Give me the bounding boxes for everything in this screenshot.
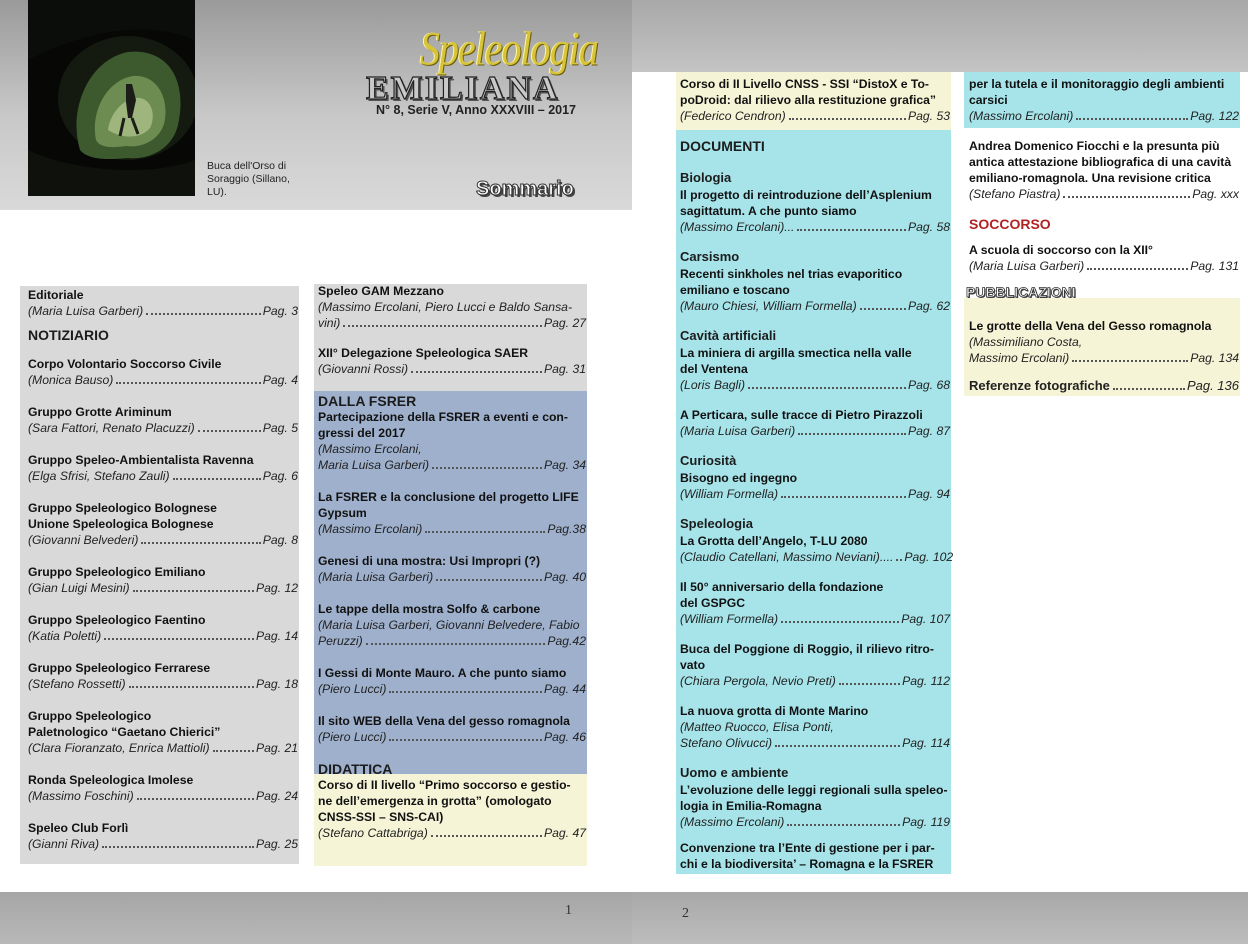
entry-title-line2: antica attestazione bibliografica di una cavità xyxy=(969,155,1232,169)
entry-author: (Maria Luisa Garberi, Giovanni Belvedere, Fabio xyxy=(318,618,580,632)
entry-author: (Monica Bauso) xyxy=(28,373,114,387)
section-heading-notiziario: NOTIZIARIO xyxy=(28,327,109,343)
entry-title-line2: sagittatum. A che punto siamo xyxy=(680,204,857,218)
toc-entry[interactable] xyxy=(680,703,950,751)
toc-entry[interactable] xyxy=(318,409,586,473)
entry-title: Il 50° anniversario della fondazione xyxy=(680,580,884,594)
section-heading-pubblicazioni: PUBBLICAZIONI xyxy=(966,284,1076,300)
entry-author: (Massimo Ercolani, xyxy=(318,442,422,456)
entry-title: Bisogno ed ingegno xyxy=(680,471,798,485)
toc-entry[interactable] xyxy=(969,378,1239,394)
subsection-heading: Speleologia xyxy=(680,516,753,531)
toc-entry[interactable] xyxy=(680,407,950,439)
entry-author: (Massimo Ercolani)... xyxy=(680,220,795,234)
toc-column-1 xyxy=(28,287,298,868)
entry-title: A Perticara, sulle tracce di Pietro Pirazzoli xyxy=(680,408,923,422)
toc-column-4 xyxy=(966,76,1239,394)
entry-title: Andrea Domenico Fiocchi e la presunta più xyxy=(969,139,1220,153)
entry-author: (William Formella) xyxy=(680,612,779,626)
entry-title: Gruppo Speleologico Bolognese xyxy=(28,501,217,515)
toc-entry[interactable] xyxy=(318,489,586,537)
toc-entry[interactable] xyxy=(318,345,586,377)
entry-author-line2: Peruzzi) xyxy=(318,634,363,648)
entry-title: La nuova grotta di Monte Marino xyxy=(680,704,869,718)
entry-title-line2: del Ventena xyxy=(680,362,748,376)
entry-page: Pag. 112 xyxy=(902,674,950,688)
entry-page: Pag. 27 xyxy=(543,316,586,330)
entry-page: Pag. 122 xyxy=(1190,109,1239,123)
toc-entry[interactable] xyxy=(318,553,586,585)
entry-title: Gruppo Speleo-Ambientalista Ravenna xyxy=(28,453,254,467)
toc-entry[interactable] xyxy=(680,840,950,872)
entry-page: Pag. 4 xyxy=(262,373,298,387)
entry-title: Le grotte della Vena del Gesso romagnola xyxy=(969,319,1212,333)
toc-entry[interactable] xyxy=(969,76,1239,124)
entry-page: Pag. 18 xyxy=(255,677,298,691)
entry-page: Pag. 107 xyxy=(901,612,950,626)
entry-title: Recenti sinkholes nel trias evaporitico xyxy=(680,267,903,281)
entry-author: (Mauro Chiesi, William Formella) xyxy=(680,299,857,313)
toc-entry[interactable] xyxy=(318,283,586,331)
page-number-left: 1 xyxy=(565,903,572,918)
entry-page: Pag. 114 xyxy=(902,736,950,750)
toc-entry[interactable] xyxy=(680,641,950,689)
entry-author: (Clara Fioranzato, Enrica Mattioli) xyxy=(28,741,210,755)
section-heading-fsrer: DALLA FSRER xyxy=(318,393,417,409)
toc-entry[interactable] xyxy=(680,266,950,314)
entry-title-line2: Paletnologico “Gaetano Chierici” xyxy=(28,725,221,739)
toc-entry[interactable] xyxy=(969,138,1239,202)
entry-title: La miniera di argilla smectica nella valle xyxy=(680,346,912,360)
entry-title: La FSRER e la conclusione del progetto LIFE xyxy=(318,490,579,504)
section-heading-soccorso: SOCCORSO xyxy=(969,216,1051,232)
toc-entry[interactable] xyxy=(28,772,298,804)
entry-author: (Maria Luisa Garberi) xyxy=(28,304,144,318)
entry-title: Ronda Speleologica Imolese xyxy=(28,773,194,787)
entry-title: Speleo Club Forlì xyxy=(28,821,129,835)
entry-author: (Massimo Ercolani, Piero Lucci e Baldo Sansa- xyxy=(318,300,573,314)
entry-page: Pag. 34 xyxy=(543,458,586,472)
toc-entry[interactable] xyxy=(28,452,298,484)
toc-entry[interactable] xyxy=(318,601,586,649)
toc-entry[interactable] xyxy=(680,533,954,565)
entry-title-line2: gressi del 2017 xyxy=(318,426,406,440)
entry-page: Pag. 87 xyxy=(907,424,950,438)
entry-author-line2: Massimo Ercolani) xyxy=(969,351,1070,365)
entry-title-line2: emiliano e toscano xyxy=(680,283,790,297)
toc-column-3 xyxy=(680,76,954,872)
entry-page: Pag. 24 xyxy=(255,789,298,803)
toc-entry[interactable] xyxy=(969,242,1239,274)
toc-entry[interactable] xyxy=(28,820,298,852)
entry-page: Pag. 134 xyxy=(1190,351,1239,365)
entry-page: Pag. 119 xyxy=(902,815,950,829)
section-heading-didattica: DIDATTICA xyxy=(318,761,393,777)
toc-entry[interactable] xyxy=(28,500,298,548)
entry-page: Pag.42 xyxy=(547,634,586,648)
entry-title-line2: del GSPGC xyxy=(680,596,746,610)
entry-title-line2: poDroid: dal rilievo alla restituzione grafica” xyxy=(680,93,936,107)
entry-author: (Claudio Catellani, Massimo Neviani).... xyxy=(680,550,894,564)
entry-author: (Federico Cendron) xyxy=(680,109,786,123)
entry-author-line2: Stefano Olivucci) xyxy=(680,736,773,750)
entry-author: (Stefano Rossetti) xyxy=(28,677,126,691)
entry-author-line2: vini) xyxy=(318,316,341,330)
entry-page: Pag. 3 xyxy=(262,304,298,318)
subsection-heading: Uomo e ambiente xyxy=(680,765,789,780)
entry-page: Pag. 102 xyxy=(904,550,954,564)
toc-entry[interactable] xyxy=(28,404,298,436)
toc-entry[interactable] xyxy=(28,660,298,692)
page-footer xyxy=(632,892,1248,944)
right-page xyxy=(632,0,1248,944)
entry-title: Editoriale xyxy=(28,288,84,302)
entry-page: Pag. 58 xyxy=(907,220,950,234)
entry-page: Pag. 5 xyxy=(262,421,298,435)
entry-author: (Sara Fattori, Renato Placuzzi) xyxy=(28,421,195,435)
entry-title-line3: CNSS-SSI – SNS-CAI) xyxy=(318,810,444,824)
sommario-title: Sommario xyxy=(476,178,574,200)
entry-title: Gruppo Grotte Ariminum xyxy=(28,405,172,419)
entry-title: per la tutela e il monitoraggio degli ambienti xyxy=(969,77,1225,91)
entry-title-line2: logia in Emilia-Romagna xyxy=(680,799,822,813)
photo-caption: Buca dell'Orso di Soraggio (Sillano, LU). xyxy=(207,160,290,198)
entry-title: Le tappe della mostra Solfo & carbone xyxy=(318,602,541,616)
entry-author: (Giovanni Belvederi) xyxy=(28,533,139,547)
entry-title-line2: Gypsum xyxy=(318,506,367,520)
entry-page: Pag. 47 xyxy=(543,826,586,840)
subsection-heading: Biologia xyxy=(680,170,732,185)
toc-entry[interactable] xyxy=(680,579,950,627)
entry-page: Pag.38 xyxy=(547,522,586,536)
entry-author: (Stefano Cattabriga) xyxy=(318,826,428,840)
entry-page: Pag. 94 xyxy=(907,487,950,501)
toc-entry[interactable] xyxy=(28,564,298,596)
toc-column-2 xyxy=(318,283,586,857)
entry-page: Pag. 53 xyxy=(907,109,950,123)
entry-page: Pag. 62 xyxy=(907,299,950,313)
logo-emiliana: EMILIANA xyxy=(366,70,560,107)
entry-title: XII° Delegazione Speleologica SAER xyxy=(318,346,529,360)
entry-author: (Giovanni Rossi) xyxy=(318,362,409,376)
entry-title: Partecipazione della FSRER a eventi e con- xyxy=(318,410,568,424)
entry-author: (Maria Luisa Garberi) xyxy=(969,259,1085,273)
entry-author: (William Formella) xyxy=(680,487,779,501)
entry-author-line2: Maria Luisa Garberi) xyxy=(318,458,430,472)
entry-author: (Maria Luisa Garberi) xyxy=(680,424,796,438)
toc-entry[interactable] xyxy=(318,777,586,841)
entry-title: Gruppo Speleologico Emiliano xyxy=(28,565,206,579)
toc-entry[interactable] xyxy=(680,470,950,502)
entry-author: (Massimiliano Costa, xyxy=(969,335,1083,349)
entry-title-line2: ne dell’emergenza in grotta” (omologato xyxy=(318,794,552,808)
entry-title: L’evoluzione delle leggi regionali sulla speleo- xyxy=(680,783,948,797)
entry-page: Pag. 46 xyxy=(543,730,586,744)
entry-title: Speleo GAM Mezzano xyxy=(318,284,444,298)
entry-title: Corso di II livello “Primo soccorso e gestio- xyxy=(318,778,571,792)
toc-entry[interactable] xyxy=(28,287,298,319)
entry-author: (Matteo Ruocco, Elisa Ponti, xyxy=(680,720,834,734)
toc-entry[interactable] xyxy=(28,708,298,756)
cover-photo xyxy=(28,0,195,196)
entry-author: (Massimo Ercolani) xyxy=(969,109,1074,123)
entry-page: Pag. 40 xyxy=(543,570,586,584)
entry-author: (Massimo Ercolani) xyxy=(680,815,785,829)
entry-title: Il sito WEB della Vena del gesso romagnola xyxy=(318,714,570,728)
entry-title: I Gessi di Monte Mauro. A che punto siamo xyxy=(318,666,567,680)
entry-author: (Massimo Ercolani) xyxy=(318,522,423,536)
entry-title: Corso di II Livello CNSS - SSI “DistoX e To- xyxy=(680,77,929,91)
entry-author: (Gianni Riva) xyxy=(28,837,100,851)
issue-info: N° 8, Serie V, Anno XXXVIII – 2017 xyxy=(376,103,576,117)
entry-author: (Stefano Piastra) xyxy=(969,187,1061,201)
entry-title-line2: Unione Speleologica Bolognese xyxy=(28,517,214,531)
entry-author: (Chiara Pergola, Nevio Preti) xyxy=(680,674,836,688)
toc-entry[interactable] xyxy=(680,76,950,124)
entry-page: Pag. 12 xyxy=(255,581,298,595)
entry-title: Convenzione tra l’Ente di gestione per i par- xyxy=(680,841,935,855)
page-number-right: 2 xyxy=(682,906,689,921)
toc-entry[interactable] xyxy=(969,318,1239,366)
entry-author: (Piero Lucci) xyxy=(318,682,387,696)
entry-page: Pag. 44 xyxy=(543,682,586,696)
subsection-heading: Carsismo xyxy=(680,249,740,264)
entry-title: Referenze fotografiche xyxy=(969,378,1110,393)
logo-speleologia: Speleologia xyxy=(420,21,598,76)
entry-author: (Piero Lucci) xyxy=(318,730,387,744)
subsection-heading: Curiosità xyxy=(680,453,737,468)
entry-title-line2: chi e la biodiversita’ – Romagna e la FSRER xyxy=(680,857,934,871)
entry-title: La Grotta dell’Angelo, T-LU 2080 xyxy=(680,534,868,548)
entry-page: Pag. 25 xyxy=(255,837,298,851)
toc-entry[interactable] xyxy=(680,187,950,235)
toc-entry[interactable] xyxy=(318,713,586,745)
toc-entry[interactable] xyxy=(318,665,586,697)
entry-page: Pag. 31 xyxy=(543,362,586,376)
entry-author: (Massimo Foschini) xyxy=(28,789,134,803)
entry-page: Pag. 14 xyxy=(255,629,298,643)
entry-title: Corpo Volontario Soccorso Civile xyxy=(28,357,222,371)
section-heading-documenti: DOCUMENTI xyxy=(680,138,765,154)
entry-author: (Loris Bagli) xyxy=(680,378,746,392)
entry-page: Pag. 8 xyxy=(262,533,298,547)
entry-title: A scuola di soccorso con la XII° xyxy=(969,243,1153,257)
entry-title: Gruppo Speleologico xyxy=(28,709,152,723)
entry-page: Pag. 21 xyxy=(255,741,298,755)
subsection-heading: Cavità artificiali xyxy=(680,328,777,343)
toc-entry[interactable] xyxy=(680,345,950,393)
entry-page: Pag. 131 xyxy=(1190,259,1239,273)
entry-page: Pag. 136 xyxy=(1186,378,1239,393)
entry-title-line3: emiliano-romagnola. Una revisione critica xyxy=(969,171,1211,185)
entry-title: Buca del Poggione di Roggio, il rilievo ritro- xyxy=(680,642,934,656)
entry-author: (Katia Poletti) xyxy=(28,629,102,643)
notiziario-list xyxy=(28,356,298,852)
entry-title: Genesi di una mostra: Usi Impropri (?) xyxy=(318,554,541,568)
entry-author: (Maria Luisa Garberi) xyxy=(318,570,434,584)
entry-title-line2: vato xyxy=(680,658,706,672)
entry-page: Pag. 6 xyxy=(262,469,298,483)
entry-page: Pag. 68 xyxy=(907,378,950,392)
entry-title-line2: carsici xyxy=(969,93,1008,107)
entry-title: Gruppo Speleologico Ferrarese xyxy=(28,661,211,675)
entry-page: Pag. xxx xyxy=(1192,187,1239,201)
entry-author: (Elga Sfrisi, Stefano Zauli) xyxy=(28,469,170,483)
page-footer xyxy=(0,892,632,944)
entry-author: (Gian Luigi Mesini) xyxy=(28,581,130,595)
entry-title: Il progetto di reintroduzione dell’Asplenium xyxy=(680,188,932,202)
toc-entry[interactable] xyxy=(680,782,950,830)
toc-entry[interactable] xyxy=(28,356,298,388)
entry-title: Gruppo Speleologico Faentino xyxy=(28,613,206,627)
toc-entry[interactable] xyxy=(28,612,298,644)
page-top-band xyxy=(632,0,1248,72)
